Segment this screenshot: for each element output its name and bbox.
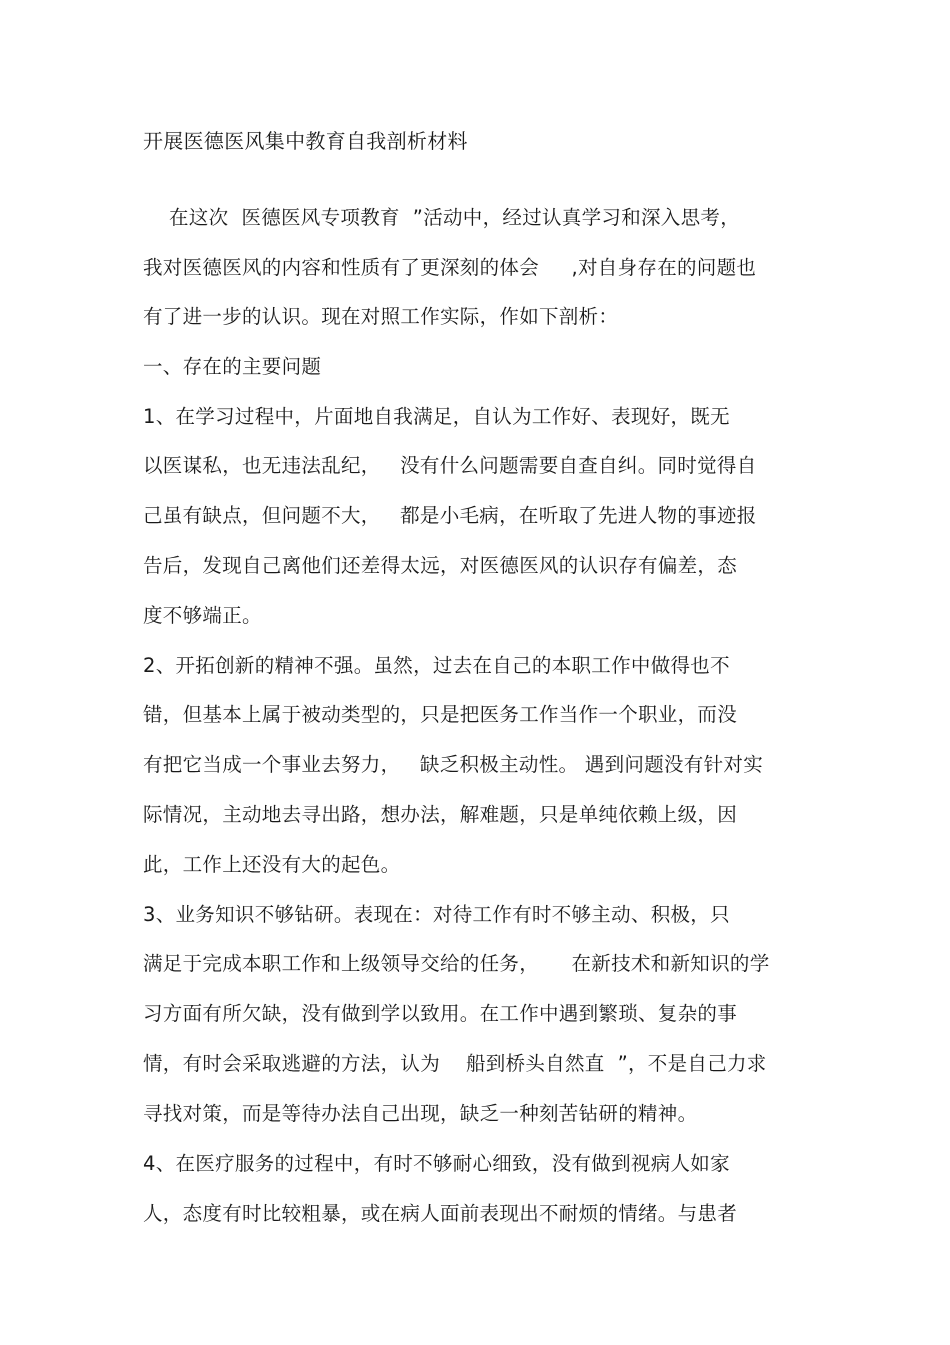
- text-line: 告后，发现自己离他们还差得太远，对医德医风的认识存有偏差，态: [143, 554, 738, 577]
- text-line: 情，有时会采取逃避的方法，认为 船到桥头自然直 ”，不是自己力求: [143, 1052, 767, 1075]
- text-line: 有了进一步的认识。现在对照工作实际，作如下剖析：: [143, 305, 619, 328]
- text-line: 满足于完成本职工作和上级领导交给的任务， 在新技术和新知识的学: [143, 952, 770, 975]
- text-line: 以医谋私，也无违法乱纪， 没有什么问题需要自查自纠。同时觉得自: [143, 454, 757, 477]
- text-line: 2、开拓创新的精神不强。虽然，过去在自己的本职工作中做得也不: [143, 654, 730, 677]
- text-line: 在这次 医德医风专项教育 ”活动中，经过认真学习和深入思考，: [143, 206, 740, 229]
- text-line: 习方面有所欠缺，没有做到学以致用。在工作中遇到繁琐、复杂的事: [143, 1002, 738, 1025]
- text-line: 人，态度有时比较粗暴，或在病人面前表现出不耐烦的情绪。与患者: [143, 1202, 738, 1225]
- text-line: 度不够端正。: [143, 604, 262, 627]
- text-line: 1、在学习过程中，片面地自我满足，自认为工作好、表现好，既无: [143, 405, 730, 428]
- text-line: 4、在医疗服务的过程中，有时不够耐心细致，没有做到视病人如家: [143, 1152, 730, 1175]
- text-line: 此，工作上还没有大的起色。: [143, 853, 401, 876]
- text-line: 错，但基本上属于被动类型的，只是把医务工作当作一个职业，而没: [143, 703, 738, 726]
- text-line: 有把它当成一个事业去努力， 缺乏积极主动性。 遇到问题没有针对实: [143, 753, 763, 776]
- text-line: 3、业务知识不够钻研。表现在：对待工作有时不够主动、积极，只: [143, 903, 730, 926]
- text-line: 我对医德医风的内容和性质有了更深刻的体会 ,对自身存在的问题也: [143, 256, 757, 279]
- text-line: 一、存在的主要问题: [143, 355, 322, 378]
- text-line: 际情况，主动地去寻出路，想办法，解难题，只是单纯依赖上级，因: [143, 803, 738, 826]
- text-line: 寻找对策，而是等待办法自己出现，缺乏一种刻苦钻研的精神。: [143, 1102, 698, 1125]
- text-line: 己虽有缺点，但问题不大， 都是小毛病，在听取了先进人物的事迹报: [143, 504, 757, 527]
- page-title: 开展医德医风集中教育自我剖析材料: [143, 129, 468, 153]
